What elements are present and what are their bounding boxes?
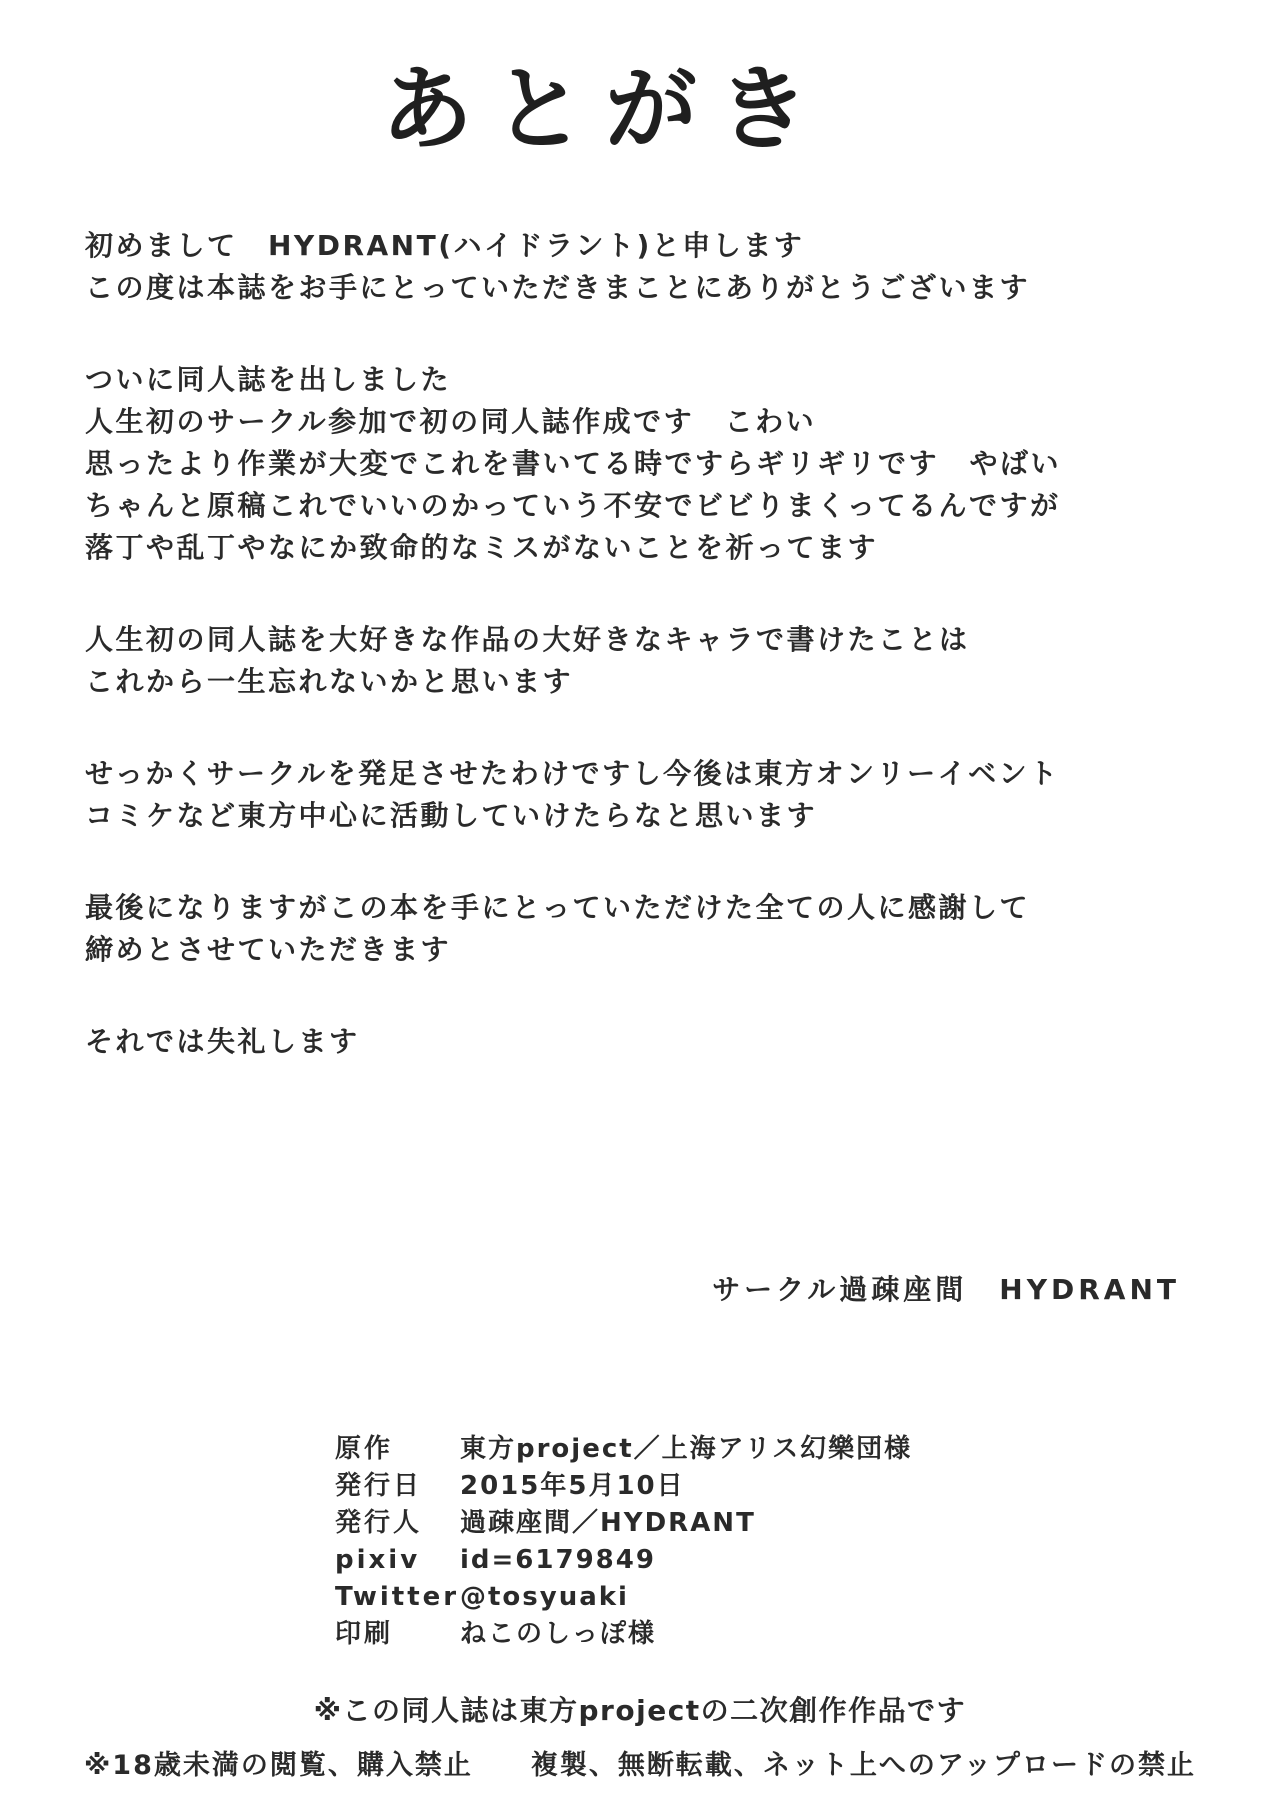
colophon-row bbox=[335, 1505, 1280, 1542]
colophon-label: 印刷 bbox=[335, 1619, 394, 1649]
restriction-notice-line bbox=[0, 1743, 1280, 1782]
text-line: ついに同人誌を出しました bbox=[85, 363, 452, 396]
colophon-row bbox=[335, 1431, 1280, 1468]
text-line: それでは失礼します bbox=[85, 1025, 360, 1058]
colophon-label: pixiv bbox=[335, 1545, 421, 1575]
text-line: 初めまして HYDRANT(ハイドラント)と申します bbox=[85, 229, 805, 262]
text-line: 人生初のサークル参加で初の同人誌作成です こわい bbox=[85, 405, 817, 438]
colophon-value: 東方project／上海アリス幻樂団様 bbox=[460, 1434, 913, 1464]
colophon-value: ねこのしっぽ様 bbox=[460, 1619, 657, 1649]
circle-credit: サークル過疎座間 HYDRANT bbox=[712, 1273, 1180, 1306]
copy-prohibition-notice: 複製、無断転載、ネット上へのアップロードの禁止 bbox=[530, 1750, 1196, 1781]
colophon-row bbox=[335, 1542, 1280, 1579]
colophon-row bbox=[335, 1468, 1280, 1505]
body-paragraph bbox=[85, 887, 1220, 971]
text-line: これから一生忘れないかと思います bbox=[85, 665, 574, 698]
text-line: 落丁や乱丁やなにか致命的なミスがないことを祈ってます bbox=[85, 531, 879, 564]
text-line: 人生初の同人誌を大好きな作品の大好きなキャラで書けたことは bbox=[85, 623, 970, 656]
colophon-label: 発行日 bbox=[335, 1471, 423, 1501]
body-paragraph bbox=[85, 753, 1220, 837]
derivative-work-notice: ※この同人誌は東方projectの二次創作作品です bbox=[313, 1694, 967, 1727]
body-paragraph bbox=[85, 1021, 1220, 1063]
body-paragraph bbox=[85, 225, 1220, 309]
text-line: 最後になりますがこの本を手にとっていただけた全ての人に感謝して bbox=[85, 891, 1030, 924]
colophon-value: @tosyuaki bbox=[460, 1582, 629, 1612]
age-restriction-notice: ※18歳未満の閲覧、購入禁止 bbox=[84, 1750, 473, 1781]
colophon-value: 2015年5月10日 bbox=[460, 1471, 685, 1501]
body-paragraph bbox=[85, 619, 1220, 703]
colophon-label: 発行人 bbox=[335, 1508, 423, 1538]
colophon-label: 原作 bbox=[335, 1434, 394, 1464]
body-paragraph bbox=[85, 359, 1220, 569]
colophon bbox=[335, 1431, 1280, 1653]
afterword-body bbox=[85, 225, 1220, 1063]
colophon-value: 過疎座間／HYDRANT bbox=[460, 1508, 756, 1538]
page-title: あとがき bbox=[380, 56, 829, 163]
text-line: せっかくサークルを発足させたわけですし今後は東方オンリーイベント bbox=[85, 757, 1060, 790]
text-line: コミケなど東方中心に活動していけたらなと思います bbox=[85, 799, 818, 832]
colophon-value: id=6179849 bbox=[460, 1545, 656, 1575]
text-line: 思ったより作業が大変でこれを書いてる時ですらギリギリです やばい bbox=[85, 447, 1062, 480]
footer-notices bbox=[0, 1689, 1280, 1782]
colophon-label: Twitter bbox=[335, 1582, 460, 1612]
colophon-row bbox=[335, 1579, 1280, 1616]
text-line: 締めとさせていただきます bbox=[85, 933, 452, 966]
colophon-row bbox=[335, 1616, 1280, 1653]
text-line: この度は本誌をお手にとっていただきまことにありがとうございます bbox=[85, 271, 1030, 304]
text-line: ちゃんと原稿これでいいのかっていう不安でビビりまくってるんですが bbox=[85, 489, 1061, 522]
